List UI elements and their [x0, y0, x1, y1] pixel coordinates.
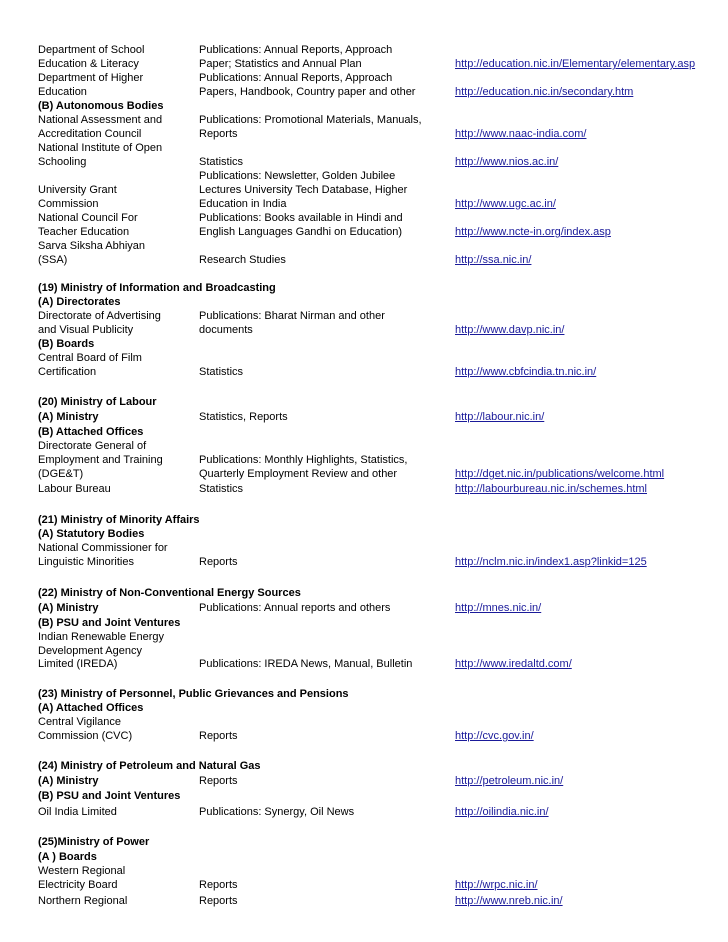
- website-link[interactable]: http://labour.nic.in/: [455, 411, 545, 423]
- section-heading: (B) PSU and Joint Ventures: [38, 790, 181, 802]
- publication-description: Publications: IREDA News, Manual, Bulletin: [199, 658, 413, 670]
- organization-name: (SSA): [38, 254, 68, 266]
- website-link[interactable]: http://education.nic.in/Elementary/elementary.asp: [455, 58, 696, 70]
- website-link[interactable]: http://cvc.gov.in/: [455, 730, 534, 742]
- section-heading: (21) Ministry of Minority Affairs: [38, 514, 200, 526]
- section-heading: (22) Ministry of Non-Conventional Energy Sources: [38, 587, 301, 599]
- publication-description: Reports: [199, 730, 238, 742]
- section-heading: (A) Attached Offices: [38, 702, 144, 714]
- organization-name: Limited (IREDA): [38, 658, 118, 670]
- website-link[interactable]: http://petroleum.nic.in/: [455, 775, 564, 787]
- organization-name: Linguistic Minorities: [38, 556, 134, 568]
- organization-name: National Assessment and: [38, 114, 163, 126]
- publication-description: Research Studies: [199, 254, 286, 266]
- website-link[interactable]: http://mnes.nic.in/: [455, 602, 542, 614]
- organization-name: Oil India Limited: [38, 806, 117, 818]
- organization-name: Development Agency: [38, 645, 142, 657]
- organization-name: National Institute of Open: [38, 142, 163, 154]
- publication-description: Publications: Books available in Hindi and: [199, 212, 403, 224]
- publication-description: Quarterly Employment Review and other: [199, 468, 398, 480]
- website-link[interactable]: http://ssa.nic.in/: [455, 254, 532, 266]
- organization-name: Certification: [38, 366, 97, 378]
- organization-name: Commission (CVC): [38, 730, 133, 742]
- section-heading: (20) Ministry of Labour: [38, 396, 157, 408]
- organization-name: Department of Higher: [38, 72, 144, 84]
- website-link[interactable]: http://dget.nic.in/publications/welcome.html: [455, 468, 665, 480]
- organization-name: Directorate General of: [38, 440, 147, 452]
- section-heading: (A) Ministry: [38, 775, 99, 787]
- organization-name: National Council For: [38, 212, 138, 224]
- organization-name: Labour Bureau: [38, 483, 111, 495]
- organization-name: Central Board of Film: [38, 352, 142, 364]
- publication-description: Publications: Newsletter, Golden Jubilee: [199, 170, 396, 182]
- website-link[interactable]: http://www.iredaltd.com/: [455, 658, 572, 670]
- publication-description: Statistics: [199, 366, 244, 378]
- publication-description: Reports: [199, 895, 238, 907]
- website-link[interactable]: http://www.naac-india.com/: [455, 128, 587, 140]
- organization-name: University Grant: [38, 184, 117, 196]
- section-heading: (A) Ministry: [38, 411, 99, 423]
- section-heading: (24) Ministry of Petroleum and Natural Gas: [38, 760, 261, 772]
- publication-description: Publications: Annual reports and others: [199, 602, 391, 614]
- section-heading: (A) Ministry: [38, 602, 99, 614]
- organization-name: and Visual Publicity: [38, 324, 134, 336]
- organization-name: Sarva Siksha Abhiyan: [38, 240, 146, 252]
- publication-description: Reports: [199, 879, 238, 891]
- publication-description: Statistics: [199, 156, 244, 168]
- publication-description: Education in India: [199, 198, 287, 210]
- organization-name: Northern Regional: [38, 895, 128, 907]
- publication-description: Paper; Statistics and Annual Plan: [199, 58, 362, 70]
- website-link[interactable]: http://nclm.nic.in/index1.asp?linkid=125: [455, 556, 647, 568]
- organization-name: Education & Literacy: [38, 58, 139, 70]
- website-link[interactable]: http://labourbureau.nic.in/schemes.html: [455, 483, 647, 495]
- publication-description: Papers, Handbook, Country paper and other: [199, 86, 416, 98]
- website-link[interactable]: http://www.ncte-in.org/index.asp: [455, 226, 611, 238]
- website-link[interactable]: http://www.davp.nic.in/: [455, 324, 565, 336]
- website-link[interactable]: http://www.cbfcindia.tn.nic.in/: [455, 366, 597, 378]
- publication-description: Publications: Promotional Materials, Manuals,: [199, 114, 422, 126]
- website-link[interactable]: http://www.nreb.nic.in/: [455, 895, 563, 907]
- publication-description: Statistics, Reports: [199, 411, 288, 423]
- organization-name: Central Vigilance: [38, 716, 121, 728]
- website-link[interactable]: http://oilindia.nic.in/: [455, 806, 549, 818]
- organization-name: National Commissioner for: [38, 542, 168, 554]
- section-heading: (B) Boards: [38, 338, 95, 350]
- organization-name: Schooling: [38, 156, 87, 168]
- publication-description: Lectures University Tech Database, Higher: [199, 184, 408, 196]
- section-heading: (25)Ministry of Power: [38, 836, 150, 848]
- section-heading: (A ) Boards: [38, 851, 97, 863]
- organization-name: Teacher Education: [38, 226, 130, 238]
- publication-description: Publications: Annual Reports, Approach: [199, 72, 393, 84]
- organization-name: Directorate of Advertising: [38, 310, 161, 322]
- publication-description: Reports: [199, 556, 238, 568]
- organization-name: Department of School: [38, 44, 145, 56]
- organization-name: Electricity Board: [38, 879, 118, 891]
- publication-description: Publications: Annual Reports, Approach: [199, 44, 393, 56]
- publication-description: Publications: Monthly Highlights, Statistics,: [199, 454, 408, 466]
- website-link[interactable]: http://wrpc.nic.in/: [455, 879, 538, 891]
- publication-description: documents: [199, 324, 253, 336]
- organization-name: Western Regional: [38, 865, 126, 877]
- publication-description: Statistics: [199, 483, 244, 495]
- section-heading: (B) PSU and Joint Ventures: [38, 617, 181, 629]
- organization-name: Accreditation Council: [38, 128, 142, 140]
- section-heading: (A) Statutory Bodies: [38, 528, 145, 540]
- publication-description: Publications: Synergy, Oil News: [199, 806, 355, 818]
- organization-name: Employment and Training: [38, 454, 163, 466]
- publication-description: English Languages Gandhi on Education): [199, 226, 403, 238]
- section-heading: (A) Directorates: [38, 296, 121, 308]
- organization-name: Commission: [38, 198, 99, 210]
- section-heading: (23) Ministry of Personnel, Public Grievances and Pensions: [38, 688, 349, 700]
- website-link[interactable]: http://www.nios.ac.in/: [455, 156, 559, 168]
- website-link[interactable]: http://education.nic.in/secondary.htm: [455, 86, 634, 98]
- website-link[interactable]: http://www.ugc.ac.in/: [455, 198, 556, 210]
- publication-description: Publications: Bharat Nirman and other: [199, 310, 385, 322]
- section-heading: (B) Autonomous Bodies: [38, 100, 164, 112]
- organization-name: (DGE&T): [38, 468, 84, 480]
- organization-name: Indian Renewable Energy: [38, 631, 164, 643]
- section-heading: (B) Attached Offices: [38, 426, 144, 438]
- organization-name: Education: [38, 86, 87, 98]
- publication-description: Reports: [199, 775, 238, 787]
- section-heading: (19) Ministry of Information and Broadcasting: [38, 282, 276, 294]
- publication-description: Reports: [199, 128, 238, 140]
